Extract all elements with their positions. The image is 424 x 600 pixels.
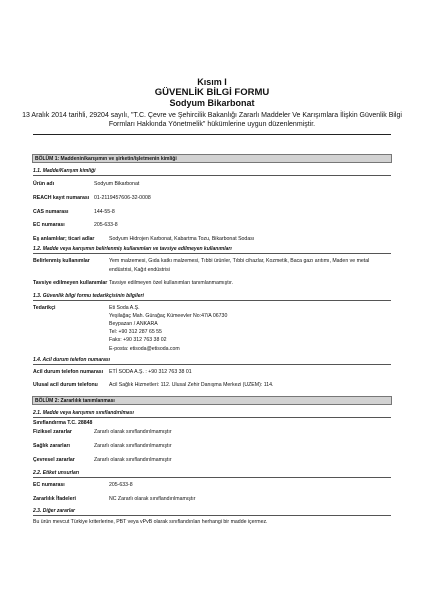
part-label: Kısım I bbox=[197, 77, 227, 87]
supplier-email[interactable]: E-posta: etisoda@etisoda.com bbox=[109, 346, 180, 352]
identified-uses-value: Yem malzemesi, Gıda katkı malzemesi, Tıbbi ürünler, Tıbbi cihazlar, Kozmetik, Baca gazı arıtımı, Maden ve metal endüstrisi, Kağıt endüstrisi bbox=[109, 258, 370, 273]
cas-value: 144-55-8 bbox=[94, 209, 115, 215]
ec-label: EC numarası bbox=[33, 222, 65, 228]
hazard-statements-label: Zararlılık İfadeleri bbox=[33, 496, 76, 502]
reach-value: 01-2119457606-32-0008 bbox=[94, 195, 151, 201]
subsection-divider bbox=[33, 253, 391, 254]
physical-hazards-value: Zararlı olarak sınıflandırılmamıştır bbox=[94, 429, 172, 435]
supplier-label: Tedarikçi bbox=[33, 305, 56, 311]
label-ec-label: EC numarası bbox=[33, 482, 65, 488]
advised-against-label: Tavsiye edilmeyen kullanımlar bbox=[33, 280, 108, 286]
document-title: GÜVENLİK BİLGİ FORMU bbox=[154, 87, 270, 98]
national-emergency-value: Acil Sağlık Hizmetleri: 112. Ulusal Zehir Danışma Merkezi (UZEM): 114. bbox=[109, 382, 274, 388]
section-2-header: BÖLÜM 2: Zararlılık tanımlanması bbox=[32, 396, 392, 405]
subsection-divider bbox=[33, 515, 391, 516]
subsection-2-1-title: 2.1. Madde veya karışımın sınıflandırılması bbox=[33, 410, 134, 416]
emergency-phone-value: ETİ SODA A.Ş. : +90 312 763 38 01 bbox=[109, 369, 192, 375]
supplier-fax: Faks: +90 312 763 38 02 bbox=[109, 337, 167, 343]
subsection-divider bbox=[33, 300, 391, 301]
subsection-divider bbox=[33, 364, 391, 365]
hazard-statements-value: NC Zararlı olarak sınıflandırılmamıştır bbox=[109, 496, 196, 502]
label-ec-value: 205-633-8 bbox=[109, 482, 133, 488]
physical-hazards-label: Fiziksel zararlar bbox=[33, 429, 72, 435]
product-name-value: Sodyum Bikarbonat bbox=[94, 181, 140, 187]
other-hazards-text: Bu ürün mevcut Türkiye kriterlerine, PBT veya vPvB olarak sınıflandırılan herhangi bir madde içermez. bbox=[33, 519, 268, 525]
header-divider bbox=[33, 134, 391, 135]
section-1-header: BÖLÜM 1: Maddenin/karışımın ve şirketin/işletmenin kimliği bbox=[32, 154, 392, 163]
classification-regulation: Sınıflandırma T.C. 28848 bbox=[33, 420, 93, 426]
emergency-phone-label: Acil durum telefon numarası bbox=[33, 369, 104, 375]
subsection-1-1-title: 1.1. Madde/Karışım kimliği bbox=[33, 168, 96, 174]
reach-label: REACH kayıt numarası bbox=[33, 195, 90, 201]
supplier-name: Eti Soda A.Ş. bbox=[109, 305, 140, 311]
supplier-address: Yeşilağaç Mah. Gürağaç Kümeevler No:47/A 06730 bbox=[109, 313, 228, 319]
product-name-label: Ürün adı bbox=[33, 181, 55, 187]
health-hazards-label: Sağlık zararları bbox=[33, 443, 70, 449]
subsection-divider bbox=[33, 417, 391, 418]
subsection-1-3-title: 1.3. Güvenlik bilgi formu tedarikçisinin bilgileri bbox=[33, 293, 144, 299]
supplier-phone: Tel: +90 312 287 65 55 bbox=[109, 329, 162, 335]
synonyms-label: Eş anlamlılar; ticari adlar bbox=[33, 236, 95, 242]
subsection-1-4-title: 1.4. Acil durum telefon numarası bbox=[33, 357, 111, 363]
cas-label: CAS numarası bbox=[33, 209, 69, 215]
product-title: Sodyum Bikarbonat bbox=[169, 98, 255, 108]
ec-value: 205-633-8 bbox=[94, 222, 118, 228]
subsection-2-2-title: 2.2. Etiket unsurları bbox=[33, 470, 80, 476]
supplier-city: Beypazarı / ANKARA bbox=[109, 321, 158, 327]
synonyms-value: Sodyum Hidrojen Karbonat, Kabartma Tozu, Bikarbonat Sodası bbox=[109, 236, 255, 242]
environmental-hazards-label: Çevresel zararlar bbox=[33, 457, 75, 463]
regulation-intro: 13 Aralık 2014 tarihli, 29204 sayılı, "T.C. Çevre ve Şehircilik Bakanlığı Zararlı Maddeler Ve Karışımlara İlişkin Güvenlik Bilgi Formları Hakkında Yönetmelik" hükümlerine uygun düzenlenmiştir. bbox=[22, 112, 402, 128]
national-emergency-label: Ulusal acil durum telefonu bbox=[33, 382, 98, 388]
subsection-divider bbox=[33, 175, 391, 176]
health-hazards-value: Zararlı olarak sınıflandırılmamıştır bbox=[94, 443, 172, 449]
identified-uses-label: Belirlenmiş kullanımlar bbox=[33, 258, 90, 264]
subsection-divider bbox=[33, 477, 391, 478]
advised-against-value: Tavsiye edilmeyen özel kullanımları tanımlanmamıştır. bbox=[109, 280, 233, 286]
subsection-1-2-title: 1.2. Madde veya karışımın belirlenmiş kullanımları ve tavsiye edilmeyen kullanımları bbox=[33, 246, 232, 252]
environmental-hazards-value: Zararlı olarak sınıflandırılmamıştır bbox=[94, 457, 172, 463]
subsection-2-3-title: 2.3. Diğer zararlar bbox=[33, 508, 75, 514]
